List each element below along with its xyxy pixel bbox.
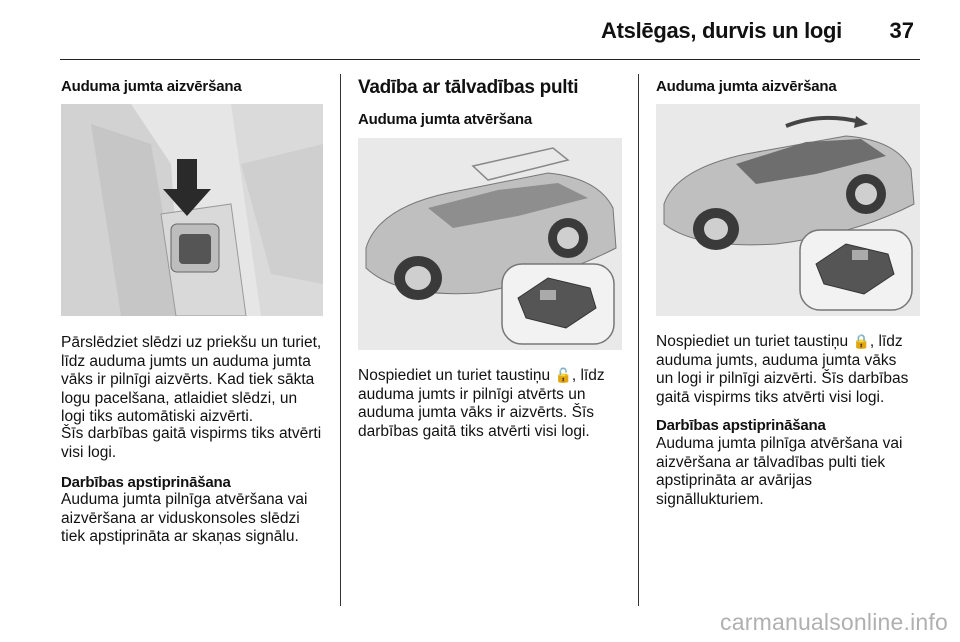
- text-line: un logi ir pilnīgi aizvērti. Šīs darbības: [656, 370, 909, 387]
- col1-paragraph-3: [61, 491, 336, 547]
- text-line: Auduma jumta pilnīga atvēršana vai: [61, 491, 308, 508]
- text-line: [358, 366, 628, 386]
- text-line: darbības gaitā tiks atvērti visi logi.: [358, 422, 590, 440]
- col3-paragraph-2: [656, 435, 926, 509]
- col1-subheading: Darbības apstiprināšana: [61, 474, 231, 491]
- section-title: Vadība ar tālvadības pulti: [358, 77, 579, 98]
- col3-paragraph-1: [656, 332, 926, 407]
- text-line: signāllukturiem.: [656, 490, 764, 508]
- col1-heading: Auduma jumta aizvēršana: [61, 78, 242, 95]
- text-line: aizvēršana ar tālvadības pulti tiek: [656, 453, 886, 471]
- text-line: [656, 332, 926, 352]
- text-line: logu pacelšana, atlaidiet slēdzi, un: [61, 389, 298, 407]
- header-rule: [60, 59, 920, 60]
- lock-key-icon: 🔒: [852, 333, 870, 349]
- text-fragment: Nospiediet un turiet taustiņu: [358, 367, 555, 384]
- text-line: Pārslēdziet slēdzi uz priekšu un turiet,: [61, 334, 322, 351]
- text-line: auduma jumta vāks ir aizvērts. Šīs: [358, 404, 595, 421]
- text-line: līdz auduma jumts un auduma jumta: [61, 352, 311, 370]
- col1-paragraph-2: [61, 425, 336, 462]
- column-divider-2: [638, 74, 639, 606]
- page-number: 37: [889, 18, 914, 43]
- car-open-roof-figure: [358, 138, 622, 350]
- text-line: Šīs darbības gaitā vispirms tiks atvērti: [61, 425, 322, 442]
- page-header-title: Atslēgas, durvis un logi: [601, 18, 842, 43]
- col2-heading: Auduma jumta atvēršana: [358, 111, 532, 128]
- text-line: tiek apstiprināta ar skaņas signālu.: [61, 528, 299, 545]
- col2-paragraph-1: [358, 366, 628, 441]
- col3-heading: Auduma jumta aizvēršana: [656, 78, 837, 95]
- text-line: visi logi.: [61, 443, 117, 461]
- text-fragment: , līdz: [571, 367, 605, 384]
- watermark: carmanualsonline.info: [720, 609, 948, 635]
- text-line: gaitā vispirms tiks atvērti visi logi.: [656, 388, 885, 406]
- column-divider-1: [340, 74, 341, 606]
- text-fragment: Nospiediet un turiet taustiņu: [656, 333, 853, 350]
- unlock-key-icon: 🔓: [554, 367, 572, 383]
- text-line: auduma jumts ir pilnīgi atvērts un: [358, 385, 586, 403]
- text-line: Auduma jumta pilnīga atvēršana vai: [656, 435, 903, 452]
- text-line: logi tiks automātiski aizvērti.: [61, 408, 254, 425]
- col3-subheading: Darbības apstiprināšana: [656, 417, 826, 434]
- text-fragment: , līdz: [869, 333, 903, 350]
- text-line: apstiprināta ar avārijas: [656, 472, 812, 489]
- text-line: auduma jumts, auduma jumta vāks: [656, 351, 897, 369]
- col1-paragraph-1: [61, 334, 336, 427]
- car-closed-roof-figure: [656, 104, 920, 316]
- text-line: aizvēršana ar viduskonsoles slēdzi: [61, 509, 300, 527]
- text-line: vāks ir pilnīgi aizvērts. Kad tiek sākta: [61, 371, 315, 388]
- console-switch-figure: [61, 104, 323, 316]
